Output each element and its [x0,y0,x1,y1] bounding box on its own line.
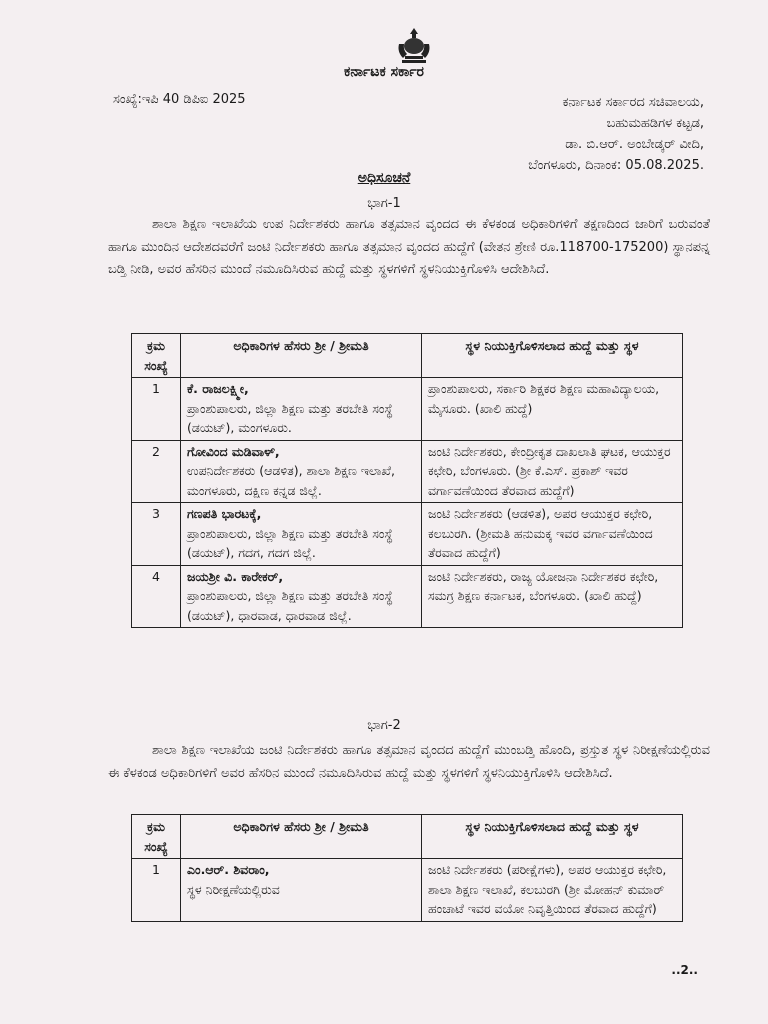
officer-details: ಉಪನಿರ್ದೇಶಕರು (ಆಡಳಿತ), ಶಾಲಾ ಶಿಕ್ಷಣ ಇಲಾಖೆ, ಮಂಗಳೂರು, ದಕ್ಷಿಣ ಕನ್ನಡ ಜಿಲ್ಲೆ. [187,463,395,498]
header-officer-name: ಅಧಿಕಾರಿಗಳ ಹೆಸರು ಶ್ರೀ / ಶ್ರೀಮತಿ [181,334,422,378]
header-posting: ಸ್ಥಳ ನಿಯುಕ್ತಿಗೊಳಿಸಲಾದ ಹುದ್ದೆ ಮತ್ತು ಸ್ಥಳ [422,815,683,859]
page-indicator: ..2.. [671,963,698,977]
officer-details: ಪ್ರಾಂಶುಪಾಲರು, ಜಿಲ್ಲಾ ಶಿಕ್ಷಣ ಮತ್ತು ತರಬೇತಿ ಸಂಸ್ಥೆ (ಡಯಟ್), ಧಾರವಾಡ, ಧಾರವಾಡ ಜಿಲ್ಲೆ. [187,588,393,623]
officer-cell [181,565,422,628]
reference-number: ಸಂಖ್ಯೆ:ಇಪಿ 40 ಡಿಪಿಐ 2025 [113,92,246,107]
serial-cell: 1 [132,378,181,441]
officer-name: ಗಣಪತಿ ಭಾರಟಕ್ಕೆ, [187,506,262,521]
table-header-row [132,815,683,859]
officer-cell [181,440,422,503]
officer-cell [181,503,422,566]
posting-cell: ಜಂಟಿ ನಿರ್ದೇಶಕರು (ಪರೀಕ್ಷೆಗಳು), ಅಪರ ಆಯುಕ್ತರ ಕಛೇರಿ, ಶಾಲಾ ಶಿಕ್ಷಣ ಇಲಾಖೆ, ಕಲಬುರಗಿ (ಶ್ರೀ ಮೋಹನ್ ಕುಮಾರ್ ಹಂಚಾಟೆ ಇವರ ವಯೋ ನಿವೃತ್ತಿಯಿಂದ ತೆರವಾದ ಹುದ್ದೆಗೆ) [422,859,683,922]
table-row [132,859,683,922]
part1-heading: ಭಾಗ-1 [367,196,401,211]
address-line: ಬಹುಮಹಡಿಗಳ ಕಟ್ಟಡ, [606,116,704,131]
part2-heading: ಭಾಗ-2 [367,718,401,733]
table-row [132,440,683,503]
part1-table [131,333,683,628]
officer-name: ಗೋವಿಂದ ಮಡಿವಾಳ್, [187,443,280,459]
officer-name: ಜಯಶ್ರೀ ವಿ. ಕಾರೇಕರ್, [187,568,284,584]
government-title: ಕರ್ನಾಟಕ ಸರ್ಕಾರ [344,64,424,80]
serial-cell: 2 [132,440,181,503]
state-emblem-icon [393,26,435,66]
header-officer-name: ಅಧಿಕಾರಿಗಳ ಹೆಸರು ಶ್ರೀ / ಶ್ರೀಮತಿ [181,815,422,859]
part2-paragraph: ಶಾಲಾ ಶಿಕ್ಷಣ ಇಲಾಖೆಯ ಜಂಟಿ ನಿರ್ದೇಶಕರು ಹಾಗೂ ತತ್ಸಮಾನ ವೃಂದದ ಹುದ್ದೆಗೆ ಮುಂಬಡ್ತಿ ಹೊಂದಿ, ಪ್ರಸ್ತುತ ಸ್ಥಳ ನಿರೀಕ್ಷಣೆಯಲ್ಲಿರುವ ಈ ಕೆಳಕಂಡ ಅಧಿಕಾರಿಗಳಿಗೆ ಅವರ ಹೆಸರಿನ ಮುಂದೆ ನಮೂದಿಸಿರುವ ಹುದ್ದೆ ಮತ್ತು ಸ್ಥಳಗಳಿಗೆ ಸ್ಥಳನಿಯುಕ್ತಿಗೊಳಿಸಿ ಆದೇಶಿಸಿದೆ. [108,743,710,781]
table-row [132,503,683,566]
table-row [132,378,683,441]
serial-cell: 4 [132,565,181,628]
address-line: ಕರ್ನಾಟಕ ಸರ್ಕಾರದ ಸಚಿವಾಲಯ, [562,95,704,110]
officer-name: ಕೆ. ರಾಜಲಕ್ಷ್ಮೀ, [187,381,249,396]
address-date-line: ಬೆಂಗಳೂರು, ದಿನಾಂಕ: 05.08.2025. [528,158,704,173]
posting-cell: ಪ್ರಾಂಶುಪಾಲರು, ಸರ್ಕಾರಿ ಶಿಕ್ಷಕರ ಶಿಕ್ಷಣ ಮಹಾವಿದ್ಯಾಲಯ, ಮೈಸೂರು. (ಖಾಲಿ ಹುದ್ದೆ) [422,378,683,441]
header-posting: ಸ್ಥಳ ನಿಯುಕ್ತಿಗೊಳಿಸಲಾದ ಹುದ್ದೆ ಮತ್ತು ಸ್ಥಳ [422,334,683,378]
officer-cell [181,378,422,441]
part2-table [131,814,683,922]
table-header-row [132,334,683,378]
table-row [132,565,683,628]
part1-paragraph: ಶಾಲಾ ಶಿಕ್ಷಣ ಇಲಾಖೆಯ ಉಪ ನಿರ್ದೇಶಕರು ಹಾಗೂ ತತ್ಸಮಾನ ವೃಂದದ ಈ ಕೆಳಕಂಡ ಅಧಿಕಾರಿಗಳಿಗೆ ತಕ್ಷಣದಿಂದ ಜಾರಿಗೆ ಬರುವಂತೆ ಹಾಗೂ ಮುಂದಿನ ಆದೇಶದವರೆಗೆ ಜಂಟಿ ನಿರ್ದೇಶಕರು ಹಾಗೂ ತತ್ಸಮಾನ ವೃಂದದ ಹುದ್ದೆಗೆ (ವೇತನ ಶ್ರೇಣಿ ರೂ.118700-175200) ಸ್ಥಾನಪನ್ನ ಬಡ್ತಿ ನೀಡಿ, ಅವರ ಹೆಸರಿನ ಮುಂದೆ ನಮೂದಿಸಿರುವ ಹುದ್ದೆ ಮತ್ತು ಸ್ಥಳಗಳಿಗೆ ಸ್ಥಳನಿಯುಕ್ತಿಗೊಳಿಸಿ ಆದೇಶಿಸಿದೆ. [108,217,710,277]
officer-name: ಎಂ.ಆರ್. ಶಿವರಾಂ, [187,862,270,877]
address-line: ಡಾ. ಬಿ.ಆರ್. ಅಂಬೇಡ್ಕರ್ ವೀದಿ, [565,137,704,152]
posting-cell: ಜಂಟಿ ನಿರ್ದೇಶಕರು (ಆಡಳಿತ), ಅಪರ ಆಯುಕ್ತರ ಕಛೇರಿ, ಕಲಬುರಗಿ. (ಶ್ರೀಮತಿ ಹನುಮಕ್ಕ ಇವರ ವರ್ಗಾವಣೆಯಿಂದ ತೆರವಾದ ಹುದ್ದೆಗೆ) [422,503,683,566]
office-address [444,92,704,176]
notification-title: ಅಧಿಸೂಚನೆ [357,170,411,186]
posting-cell: ಜಂಟಿ ನಿರ್ದೇಶಕರು, ಕೇಂದ್ರೀಕೃತ ದಾಖಲಾತಿ ಘಟಕ, ಆಯುಕ್ತರ ಕಛೇರಿ, ಬೆಂಗಳೂರು. (ಶ್ರೀ ಕೆ.ಎಸ್. ಪ್ರಕಾಶ್ ಇವರ ವರ್ಗಾವಣೆಯಿಂದ ತೆರವಾದ ಹುದ್ದೆಗೆ) [422,440,683,503]
header-serial: ಕ್ರಮ ಸಂಖ್ಯೆ [132,334,181,378]
officer-details: ಪ್ರಾಂಶುಪಾಲರು, ಜಿಲ್ಲಾ ಶಿಕ್ಷಣ ಮತ್ತು ತರಬೇತಿ ಸಂಸ್ಥೆ (ಡಯಟ್), ಮಂಗಳೂರು. [187,400,393,435]
serial-cell: 3 [132,503,181,566]
officer-details: ಪ್ರಾಂಶುಪಾಲರು, ಜಿಲ್ಲಾ ಶಿಕ್ಷಣ ಮತ್ತು ತರಬೇತಿ ಸಂಸ್ಥೆ (ಡಯಟ್), ಗದಗ, ಗದಗ ಜಿಲ್ಲೆ. [187,525,393,560]
officer-cell [181,859,422,922]
officer-details: ಸ್ಥಳ ನಿರೀಕ್ಷಣೆಯಲ್ಲಿರುವ [187,881,280,897]
header-serial: ಕ್ರಮ ಸಂಖ್ಯೆ [132,815,181,859]
serial-cell: 1 [132,859,181,922]
posting-cell: ಜಂಟಿ ನಿರ್ದೇಶಕರು, ರಾಜ್ಯ ಯೋಜನಾ ನಿರ್ದೇಶಕರ ಕಛೇರಿ, ಸಮಗ್ರ ಶಿಕ್ಷಣ ಕರ್ನಾಟಕ, ಬೆಂಗಳೂರು. (ಖಾಲಿ ಹುದ್ದೆ) [422,565,683,628]
